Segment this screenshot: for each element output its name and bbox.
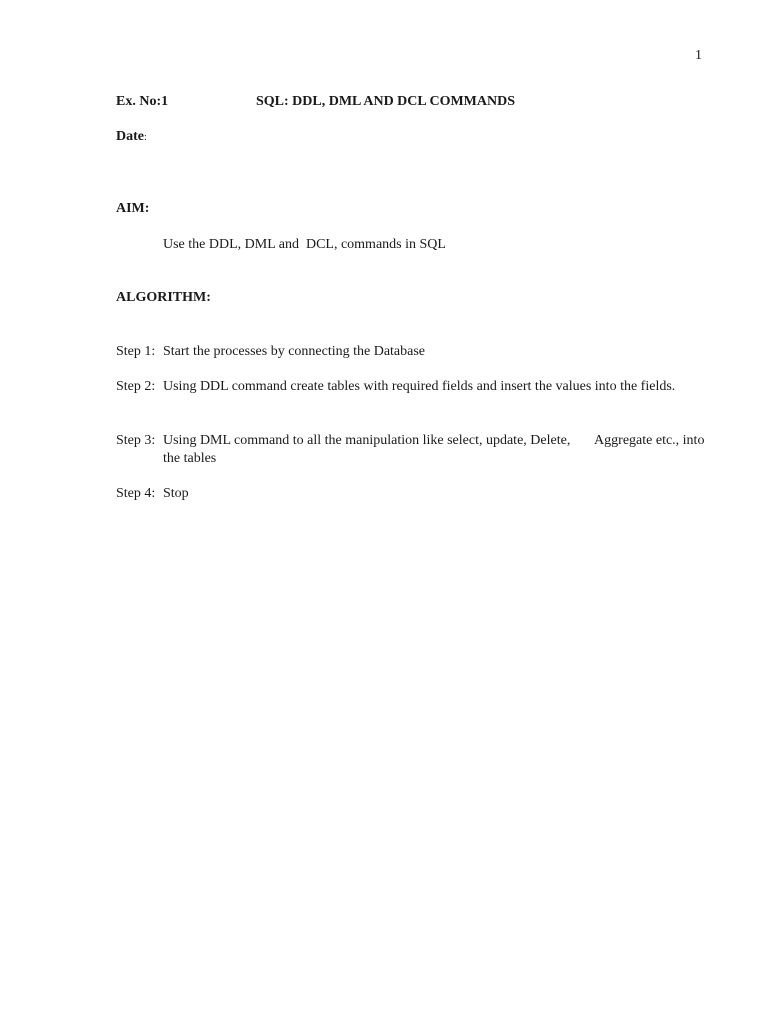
step-label: Step 1:	[116, 344, 156, 359]
step-text: Using DDL command create tables with required fields and insert the values into the fields.	[163, 379, 676, 394]
step-label: Step 3:	[116, 433, 156, 448]
date-label: Date	[116, 129, 144, 144]
step-text: Using DML command to all the manipulation like select, update, Delete, Aggregate etc., into the tables	[163, 433, 708, 466]
algorithm-step	[116, 485, 706, 503]
exercise-number: Ex. No:1	[116, 94, 169, 109]
step-label: Step 2:	[116, 379, 156, 394]
algorithm-step	[116, 378, 706, 396]
algorithm-step	[116, 343, 706, 361]
step-text: Start the processes by connecting the Database	[163, 344, 426, 359]
date-line	[116, 129, 147, 145]
exercise-title: SQL: DDL, DML AND DCL COMMANDS	[256, 94, 516, 109]
algorithm-heading: ALGORITHM:	[116, 290, 211, 305]
algorithm-step	[116, 432, 706, 468]
step-label: Step 4:	[116, 486, 156, 501]
step-text: Stop	[163, 486, 189, 501]
aim-heading: AIM:	[116, 201, 150, 216]
date-colon: :	[144, 132, 147, 143]
aim-text: Use the DDL, DML and DCL, commands in SQL	[163, 237, 446, 252]
page-number: 1	[695, 48, 702, 63]
